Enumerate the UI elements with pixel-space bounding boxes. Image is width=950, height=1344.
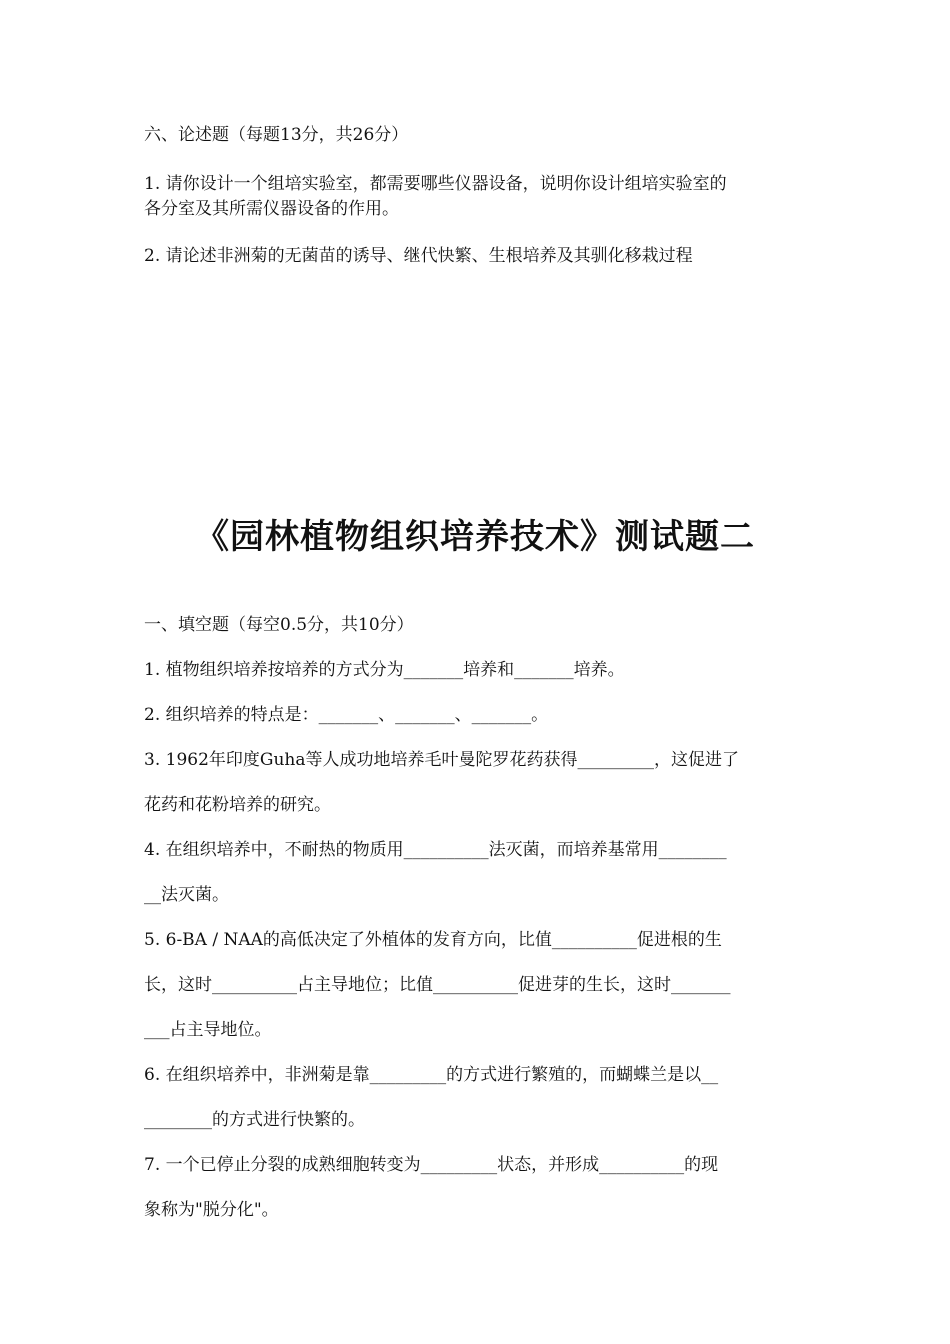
exam-title: 《园林植物组织培养技术》测试题二 [195,517,755,557]
fill-blank-line: ___占主导地位。 [144,1020,272,1040]
essay-question-1-line-2: 各分室及其所需仪器设备的作用。 [144,199,399,219]
fill-blank-line: 5. 6-BA / NAA的高低决定了外植体的发育方向，比值__________促进根的生 [144,930,722,950]
fill-blank-line: 6. 在组织培养中，非洲菊是靠_________的方式进行繁殖的，而蝴蝶兰是以__ [144,1065,719,1085]
essay-question-1-line-1: 1. 请你设计一个组培实验室，都需要哪些仪器设备，说明你设计组培实验室的 [144,174,727,194]
fill-blank-line: __法灭菌。 [144,885,229,905]
section-six-heading: 六、论述题（每题13分，共26分） [144,125,409,145]
fill-blank-line: ________的方式进行快繁的。 [144,1110,365,1130]
essay-question-2: 2. 请论述非洲菊的无菌苗的诱导、继代快繁、生根培养及其驯化移栽过程 [144,246,693,266]
section-one-heading: 一、填空题（每空0.5分，共10分） [144,615,414,635]
fill-blank-line: 花药和花粉培养的研究。 [144,795,331,815]
fill-blank-line: 1. 植物组织培养按培养的方式分为_______培养和_______培养。 [144,660,625,680]
fill-blank-line: 长，这时__________占主导地位；比值__________促进芽的生长，这时_______ [144,975,731,995]
fill-blank-line: 2. 组织培养的特点是：_______、_______、_______。 [144,705,549,725]
fill-blank-line: 3. 1962年印度Guha等人成功地培养毛叶曼陀罗花药获得_________，这促进了 [144,750,739,770]
fill-blank-line: 4. 在组织培养中，不耐热的物质用__________法灭菌，而培养基常用________ [144,840,727,860]
fill-blank-line: 象称为"脱分化"。 [144,1200,279,1220]
fill-blank-line: 7. 一个已停止分裂的成熟细胞转变为_________状态，并形成__________的现 [144,1155,719,1175]
